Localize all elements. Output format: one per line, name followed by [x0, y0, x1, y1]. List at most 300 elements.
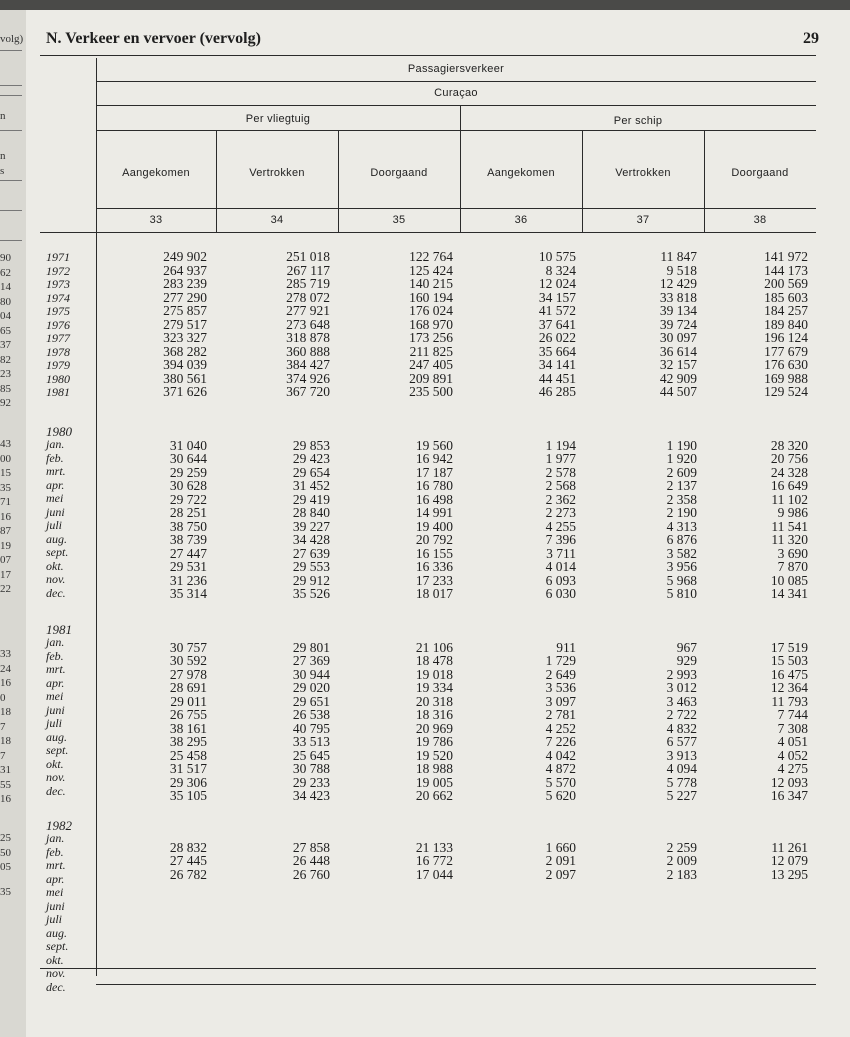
- table-cell: 30 628: [169, 478, 207, 493]
- table-cell: 44 507: [659, 384, 697, 399]
- previous-page-fragment: 00: [0, 452, 11, 465]
- table-cell: 26 760: [292, 866, 330, 882]
- table-cell: 20 662: [415, 788, 453, 803]
- month-label: mrt.: [46, 662, 66, 676]
- table-cell: 11 847: [660, 249, 697, 264]
- table-cell: 21 106: [415, 639, 453, 655]
- previous-page-fragment: 90: [0, 252, 11, 264]
- table-cell: 6 577: [666, 734, 697, 749]
- table-cell: 26 755: [169, 707, 207, 722]
- table-cell: 4 051: [777, 734, 808, 749]
- table-cell: 39 724: [659, 316, 697, 332]
- rule-sub: [96, 130, 816, 131]
- table-cell: 42 909: [659, 370, 697, 386]
- table-cell: 19 520: [415, 747, 453, 763]
- month-label: feb.: [46, 844, 64, 859]
- table-cell: 144 173: [764, 262, 808, 278]
- table-cell: 4 052: [777, 747, 808, 763]
- rule-island: [96, 105, 816, 106]
- table-cell: 140 215: [409, 276, 453, 291]
- table-cell: 12 093: [770, 774, 808, 790]
- table-cell: 31 040: [169, 437, 207, 453]
- month-label: mei: [46, 689, 64, 703]
- month-label: jan.: [46, 831, 65, 845]
- previous-page-fragment: 55: [0, 778, 11, 791]
- table-cell: 277 290: [163, 289, 207, 305]
- table-cell: 27 858: [292, 839, 330, 855]
- table-cell: 2 009: [666, 853, 697, 868]
- previous-page-fragment: 65: [0, 324, 11, 337]
- table-cell: 2 568: [545, 478, 576, 493]
- table-cell: 176 630: [764, 357, 808, 372]
- table-cell: 11 541: [771, 518, 808, 534]
- previous-page-fragment: 25: [0, 832, 11, 844]
- table-cell: 38 750: [169, 518, 207, 534]
- table-cell: 30 788: [292, 761, 330, 776]
- table-cell: 2 097: [545, 866, 576, 882]
- table-cell: 277 921: [286, 303, 330, 318]
- table-cell: 200 569: [764, 276, 808, 291]
- table-cell: 16 772: [415, 853, 453, 868]
- month-label: aug.: [46, 925, 67, 940]
- table-cell: 30 644: [169, 451, 207, 466]
- row-label: 1977: [46, 331, 70, 345]
- previous-page-fragment: 17: [0, 568, 11, 581]
- rule-header-bottom: [40, 232, 816, 233]
- table-cell: 46 285: [538, 384, 576, 399]
- table-cell: 30 757: [169, 639, 207, 655]
- table-cell: 275 857: [163, 303, 207, 318]
- year-heading: 1980: [46, 424, 72, 439]
- row-label: 1979: [46, 358, 70, 372]
- header-passagiersverkeer: Passagiersverkeer: [407, 63, 505, 75]
- month-label: juni: [46, 702, 65, 717]
- previous-page-fragment: 04: [0, 310, 11, 322]
- table-cell: 3 012: [666, 680, 697, 695]
- table-cell: 19 400: [415, 518, 453, 534]
- table-cell: 2 358: [666, 491, 697, 507]
- row-label: 1976: [46, 317, 70, 332]
- table-cell: 2 259: [666, 839, 697, 855]
- table-cell: 3 536: [545, 680, 576, 695]
- table-cell: 247 405: [409, 357, 453, 372]
- table-cell: 26 782: [169, 866, 207, 882]
- month-label: okt.: [46, 756, 64, 771]
- table-cell: 44 451: [538, 370, 576, 386]
- table-cell: 267 117: [286, 262, 330, 278]
- rule-footer-1: [40, 968, 816, 969]
- table-cell: 11 320: [771, 532, 808, 547]
- table-cell: 1 729: [545, 653, 576, 668]
- table-cell: 28 251: [169, 505, 207, 520]
- table-cell: 2 190: [666, 505, 697, 520]
- column-number-38: 38: [753, 214, 767, 226]
- table-cell: 2 609: [666, 464, 697, 480]
- table-cell: 17 233: [415, 572, 453, 588]
- table-cell: 4 094: [666, 761, 697, 776]
- month-label: jan.: [46, 437, 65, 451]
- table-cell: 374 926: [286, 370, 330, 386]
- table-cell: 27 978: [169, 666, 207, 682]
- table-cell: 5 968: [666, 572, 697, 588]
- table-cell: 371 626: [163, 384, 207, 399]
- column-number-37: 37: [636, 214, 650, 226]
- table-cell: 196 124: [764, 330, 808, 345]
- table-cell: 20 969: [415, 720, 453, 736]
- table-cell: 176 024: [409, 303, 453, 318]
- month-label: okt.: [46, 952, 64, 967]
- table-cell: 323 327: [163, 330, 207, 345]
- table-cell: 29 531: [169, 559, 207, 574]
- table-cell: 21 133: [415, 839, 453, 855]
- rule-group: [96, 81, 816, 82]
- previous-page-edge: [0, 10, 26, 1037]
- table-cell: 10 575: [538, 249, 576, 264]
- table-cell: 16 780: [415, 478, 453, 493]
- table-cell: 911: [556, 639, 576, 655]
- table-cell: 24 328: [770, 464, 808, 480]
- table-cell: 9 986: [777, 505, 808, 520]
- rule-footer-2: [96, 984, 816, 985]
- table-cell: 31 452: [292, 478, 330, 493]
- month-label: okt.: [46, 558, 64, 573]
- previous-page-fragment: 16: [0, 793, 11, 805]
- row-label: 1974: [46, 290, 70, 305]
- previous-page-fragment: 07: [0, 554, 11, 566]
- table-cell: 26 448: [292, 853, 330, 868]
- table-cell: 11 102: [771, 491, 808, 507]
- table-cell: 31 517: [169, 761, 207, 776]
- previous-page-fragment: 23: [0, 368, 11, 380]
- table-cell: 29 011: [170, 693, 207, 709]
- previous-page-fragment: 14: [0, 281, 11, 293]
- table-cell: 1 660: [545, 839, 576, 855]
- year-heading: 1982: [46, 818, 72, 833]
- table-cell: 2 183: [666, 866, 697, 882]
- table-cell: 967: [676, 639, 697, 655]
- table-cell: 27 639: [292, 545, 330, 561]
- table-cell: 25 458: [169, 747, 207, 763]
- column-header-38: Doorgaand: [731, 167, 789, 179]
- month-label: apr.: [46, 477, 65, 492]
- table-cell: 11 261: [771, 839, 808, 855]
- table-cell: 17 187: [415, 464, 453, 480]
- column-header-34: Vertrokken: [249, 167, 305, 179]
- table-cell: 1 977: [545, 451, 576, 466]
- page-number: 29: [803, 30, 819, 47]
- table-cell: 160 194: [409, 289, 453, 305]
- table-cell: 4 872: [545, 761, 576, 776]
- month-label: nov.: [46, 770, 66, 784]
- table-cell: 2 362: [545, 491, 576, 507]
- table-cell: 3 463: [666, 693, 697, 709]
- table-cell: 27 369: [292, 653, 330, 668]
- table-cell: 251 018: [286, 249, 330, 264]
- table-cell: 177 679: [764, 343, 808, 359]
- table-cell: 9 518: [666, 262, 697, 278]
- table-cell: 35 314: [169, 586, 207, 601]
- month-label: juli: [46, 716, 63, 730]
- previous-page-fragment: 35: [0, 886, 11, 898]
- table-cell: 19 560: [415, 437, 453, 453]
- row-label: 1978: [46, 344, 70, 359]
- table-cell: 27 445: [169, 853, 207, 868]
- table-cell: 41 572: [538, 303, 576, 318]
- table-cell: 34 423: [292, 788, 330, 803]
- table-cell: 12 024: [538, 276, 576, 291]
- previous-page-fragment: 31: [0, 764, 11, 776]
- previous-page-fragment: 37: [0, 339, 11, 351]
- month-label: juni: [46, 504, 65, 519]
- table-cell: 6 093: [545, 572, 576, 588]
- table-cell: 283 239: [163, 276, 207, 291]
- table-cell: 189 840: [764, 316, 808, 332]
- table-cell: 4 042: [545, 747, 576, 763]
- month-label: dec.: [46, 585, 66, 600]
- row-label: 1981: [46, 385, 70, 399]
- previous-page-fragment: 7: [0, 720, 6, 733]
- month-label: feb.: [46, 648, 64, 663]
- stub-divider: [96, 58, 97, 976]
- previous-page-fragment: 15: [0, 467, 11, 479]
- table-cell: 5 620: [545, 788, 576, 803]
- table-cell: 211 825: [409, 343, 453, 359]
- table-cell: 7 870: [777, 559, 808, 574]
- table-cell: 5 570: [545, 774, 576, 790]
- month-label: dec.: [46, 979, 66, 994]
- previous-page-fragment: 87: [0, 525, 11, 537]
- table-cell: 122 764: [409, 249, 453, 264]
- table-cell: 2 781: [545, 707, 576, 722]
- table-cell: 18 316: [415, 707, 453, 722]
- month-label: dec.: [46, 783, 66, 798]
- row-label: 1972: [46, 263, 70, 278]
- table-cell: 29 912: [292, 572, 330, 588]
- title-rule: [40, 55, 816, 56]
- table-cell: 249 902: [163, 249, 207, 264]
- table-cell: 169 988: [764, 370, 808, 386]
- table-cell: 34 157: [538, 289, 576, 305]
- table-cell: 2 649: [545, 666, 576, 682]
- table-cell: 360 888: [286, 343, 330, 359]
- table-cell: 3 711: [546, 545, 576, 561]
- month-label: feb.: [46, 450, 64, 465]
- table-cell: 8 324: [545, 262, 576, 278]
- previous-page-fragment: 43: [0, 438, 11, 450]
- month-label: juni: [46, 898, 65, 913]
- previous-page-fragment: 05: [0, 861, 11, 873]
- table-cell: 12 364: [770, 680, 808, 695]
- header-per-schip: Per schip: [613, 115, 663, 127]
- previous-page-fragment: 16: [0, 677, 11, 689]
- table-cell: 285 719: [286, 276, 330, 291]
- table-cell: 39 134: [659, 303, 697, 318]
- month-label: sept.: [46, 743, 69, 757]
- month-label: nov.: [46, 572, 66, 586]
- table-cell: 20 318: [415, 693, 453, 709]
- header-per-vliegtuig: Per vliegtuig: [245, 113, 311, 125]
- table-cell: 12 079: [770, 853, 808, 868]
- month-label: mei: [46, 885, 64, 899]
- table-cell: 26 538: [292, 707, 330, 722]
- table-cell: 318 878: [286, 330, 330, 345]
- table-cell: 394 039: [163, 357, 207, 372]
- table-cell: 184 257: [764, 303, 808, 318]
- table-cell: 16 498: [415, 491, 453, 507]
- table-cell: 29 233: [292, 774, 330, 790]
- table-cell: 368 282: [163, 343, 207, 359]
- table-cell: 12 429: [659, 276, 697, 291]
- previous-page-fragment: n: [0, 110, 6, 122]
- table-cell: 3 582: [666, 545, 697, 561]
- table-cell: 2 273: [545, 505, 576, 520]
- table-cell: 32 157: [659, 357, 697, 372]
- year-heading: 1981: [46, 622, 72, 637]
- table-cell: 38 161: [169, 720, 207, 736]
- month-label: juli: [46, 518, 63, 532]
- previous-page-fragment: 85: [0, 382, 11, 395]
- row-label: 1971: [46, 250, 70, 264]
- table-cell: 19 786: [415, 734, 453, 749]
- table-cell: 3 956: [666, 559, 697, 574]
- previous-page-fragment: 16: [0, 510, 11, 523]
- row-label: 1975: [46, 304, 70, 318]
- table-cell: 279 517: [163, 316, 207, 332]
- table-cell: 29 423: [292, 451, 330, 466]
- table-cell: 16 942: [415, 451, 453, 466]
- month-label: sept.: [46, 545, 69, 559]
- table-cell: 1 194: [545, 437, 576, 453]
- table-cell: 19 005: [415, 774, 453, 790]
- table-cell: 5 810: [666, 586, 697, 601]
- table-cell: 384 427: [286, 357, 330, 372]
- table-cell: 30 097: [659, 330, 697, 345]
- table-cell: 29 306: [169, 774, 207, 790]
- previous-page-fragment: n: [0, 150, 6, 162]
- previous-page-fragment: s: [0, 165, 5, 177]
- table-cell: 5 778: [666, 774, 697, 790]
- table-cell: 28 832: [169, 839, 207, 855]
- table-cell: 15 503: [770, 653, 808, 668]
- table-cell: 367 720: [286, 384, 330, 399]
- previous-page-fragment: 7: [0, 749, 6, 762]
- month-label: mrt.: [46, 858, 66, 872]
- month-label: mei: [46, 491, 64, 505]
- table-cell: 29 853: [292, 437, 330, 453]
- table-cell: 16 347: [770, 788, 808, 803]
- table-cell: 2 578: [545, 464, 576, 480]
- table-cell: 2 993: [666, 666, 697, 682]
- table-cell: 29 651: [292, 693, 330, 709]
- table-cell: 26 022: [538, 330, 576, 345]
- table-cell: 29 553: [292, 559, 330, 574]
- previous-page-fragment: 18: [0, 706, 11, 718]
- table-cell: 38 739: [169, 532, 207, 547]
- table-cell: 31 236: [169, 572, 207, 588]
- table-cell: 185 603: [764, 289, 808, 305]
- month-label: sept.: [46, 939, 69, 953]
- table-cell: 2 722: [666, 707, 697, 722]
- table-cell: 37 641: [538, 316, 576, 332]
- table-cell: 20 756: [770, 451, 808, 466]
- table-cell: 11 793: [771, 693, 808, 709]
- column-number-33: 33: [149, 214, 163, 226]
- table-cell: 6 030: [545, 586, 576, 601]
- table-cell: 19 334: [415, 680, 453, 695]
- table-cell: 35 526: [292, 586, 330, 601]
- table-cell: 4 255: [545, 518, 576, 534]
- table-cell: 34 428: [292, 532, 330, 547]
- previous-page-fragment: 22: [0, 583, 11, 595]
- table-cell: 5 227: [666, 788, 697, 803]
- table-cell: 13 295: [770, 866, 808, 882]
- table-cell: 18 988: [415, 761, 453, 776]
- table-cell: 35 664: [538, 343, 576, 359]
- table-cell: 40 795: [292, 720, 330, 736]
- table-cell: 273 648: [286, 316, 330, 332]
- column-number-34: 34: [270, 214, 284, 226]
- previous-page-fragment: 0: [0, 691, 6, 704]
- column-header-37: Vertrokken: [615, 167, 671, 179]
- table-cell: 16 649: [770, 478, 808, 493]
- table-cell: 7 744: [777, 707, 808, 722]
- table-cell: 14 341: [770, 586, 808, 601]
- previous-page-fragment: volg): [0, 33, 24, 45]
- previous-page-fragment: 50: [0, 846, 11, 859]
- table-cell: 7 308: [777, 720, 808, 736]
- table-cell: 3 913: [666, 747, 697, 763]
- table-cell: 129 524: [764, 384, 808, 399]
- previous-page-fragment: 62: [0, 266, 11, 279]
- table-cell: 125 424: [409, 262, 453, 278]
- month-label: juli: [46, 912, 63, 926]
- row-label: 1973: [46, 277, 70, 291]
- table-cell: 7 396: [545, 532, 576, 547]
- table-cell: 17 044: [415, 866, 453, 882]
- table-cell: 16 155: [415, 545, 453, 561]
- header-curacao: Curaçao: [434, 87, 478, 99]
- month-label: mrt.: [46, 464, 66, 478]
- table-cell: 2 137: [666, 478, 697, 493]
- table-cell: 35 105: [169, 788, 207, 803]
- table-cell: 209 891: [409, 370, 453, 386]
- table-cell: 168 970: [409, 316, 453, 332]
- previous-page-fragment: 35: [0, 481, 11, 494]
- table-cell: 38 295: [169, 734, 207, 749]
- table-cell: 27 447: [169, 545, 207, 561]
- table-cell: 7 226: [545, 734, 576, 749]
- table-cell: 1 920: [666, 451, 697, 466]
- table-cell: 6 876: [666, 532, 697, 547]
- table-cell: 33 513: [292, 734, 330, 749]
- page-title: N. Verkeer en vervoer (vervolg): [46, 30, 261, 47]
- table-cell: 36 614: [659, 343, 697, 359]
- table-cell: 16 475: [770, 666, 808, 682]
- table-cell: 1 190: [666, 437, 697, 453]
- table-cell: 4 252: [545, 720, 576, 736]
- table-cell: 929: [676, 653, 697, 668]
- previous-page-fragment: 82: [0, 353, 11, 366]
- table-cell: 141 972: [764, 249, 808, 264]
- table-cell: 33 818: [659, 289, 697, 305]
- month-label: apr.: [46, 675, 65, 690]
- month-label: nov.: [46, 966, 66, 980]
- previous-page-fragment: 33: [0, 648, 11, 660]
- table-cell: 30 944: [292, 666, 330, 682]
- column-header-36: Aangekomen: [487, 167, 555, 179]
- table-cell: 264 937: [163, 262, 207, 278]
- table-cell: 30 592: [169, 653, 207, 668]
